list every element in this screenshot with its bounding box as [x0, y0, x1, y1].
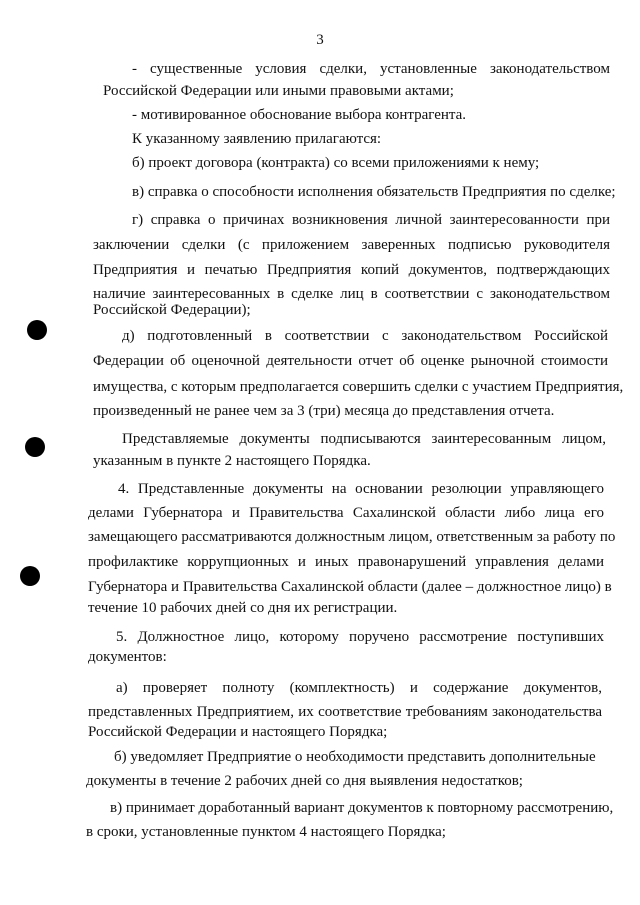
text-line: заключении сделки (с приложением заверенных подписью руководителя — [93, 237, 610, 253]
text-line: б) проект договора (контракта) со всеми приложениями к нему; — [132, 155, 540, 171]
text-line: Предприятия и печатью Предприятия копий документов, подтверждающих — [93, 262, 610, 278]
text-line: документы в течение 2 рабочих дней со дня выявления недостатков; — [86, 773, 523, 789]
text-line: в) справка о способности исполнения обязательств Предприятия по сделке; — [132, 184, 616, 200]
text-line: 4. Представленные документы на основании резолюции управляющего — [118, 481, 604, 497]
punch-hole — [27, 320, 47, 340]
text-line: К указанному заявлению прилагаются: — [132, 131, 382, 147]
text-line: Российской Федерации или иными правовыми актами; — [103, 83, 454, 99]
text-line: г) справка о причинах возникновения личной заинтересованности при — [132, 212, 610, 228]
text-line: в) принимает доработанный вариант документов к повторному рассмотрению, — [110, 800, 614, 816]
text-line: б) уведомляет Предприятие о необходимости представить дополнительные — [114, 749, 596, 765]
text-line: делами Губернатора и Правительства Сахалинской области либо лица его — [88, 505, 604, 521]
text-line: Представляемые документы подписываются заинтересованным лицом, — [122, 431, 606, 447]
text-line: 5. Должностное лицо, которому поручено рассмотрение поступивших — [116, 629, 604, 645]
text-line: течение 10 рабочих дней со дня их регистрации. — [88, 600, 398, 616]
text-line: указанным в пункте 2 настоящего Порядка. — [93, 453, 371, 469]
text-line: а) проверяет полноту (комплектность) и содержание документов, — [116, 680, 602, 696]
text-line: Федерации об оценочной деятельности отчет об оценке рыночной стоимости — [93, 353, 608, 369]
text-line: произведенный не ранее чем за 3 (три) месяца до представления отчета. — [93, 403, 555, 419]
text-line: имущества, с которым предполагается совершить сделки с участием Предприятия, — [93, 379, 624, 395]
text-line: - мотивированное обоснование выбора контрагента. — [132, 107, 467, 123]
text-line: документов: — [88, 649, 167, 665]
text-line: наличие заинтересованных в сделке лиц в соответствии с законодательством — [93, 286, 610, 302]
punch-hole — [20, 566, 40, 586]
text-line: в сроки, установленные пунктом 4 настоящего Порядка; — [86, 824, 446, 840]
text-line: Российской Федерации и настоящего Порядка; — [88, 724, 388, 740]
page-number: 3 — [316, 32, 324, 48]
text-line: замещающего рассматриваются должностным лицом, ответственным за работу по — [88, 529, 616, 545]
text-line: д) подготовленный в соответствии с законодательством Российской — [122, 328, 608, 344]
text-line: Губернатора и Правительства Сахалинской области (далее – должностное лицо) в — [88, 579, 612, 595]
text-line: - существенные условия сделки, установленные законодательством — [132, 61, 610, 77]
text-line: Российской Федерации); — [93, 302, 251, 318]
text-line: представленных Предприятием, их соответствие требованиям законодательства — [88, 704, 602, 720]
text-line: профилактике коррупционных и иных правонарушений управления делами — [88, 554, 604, 570]
punch-hole — [25, 437, 45, 457]
